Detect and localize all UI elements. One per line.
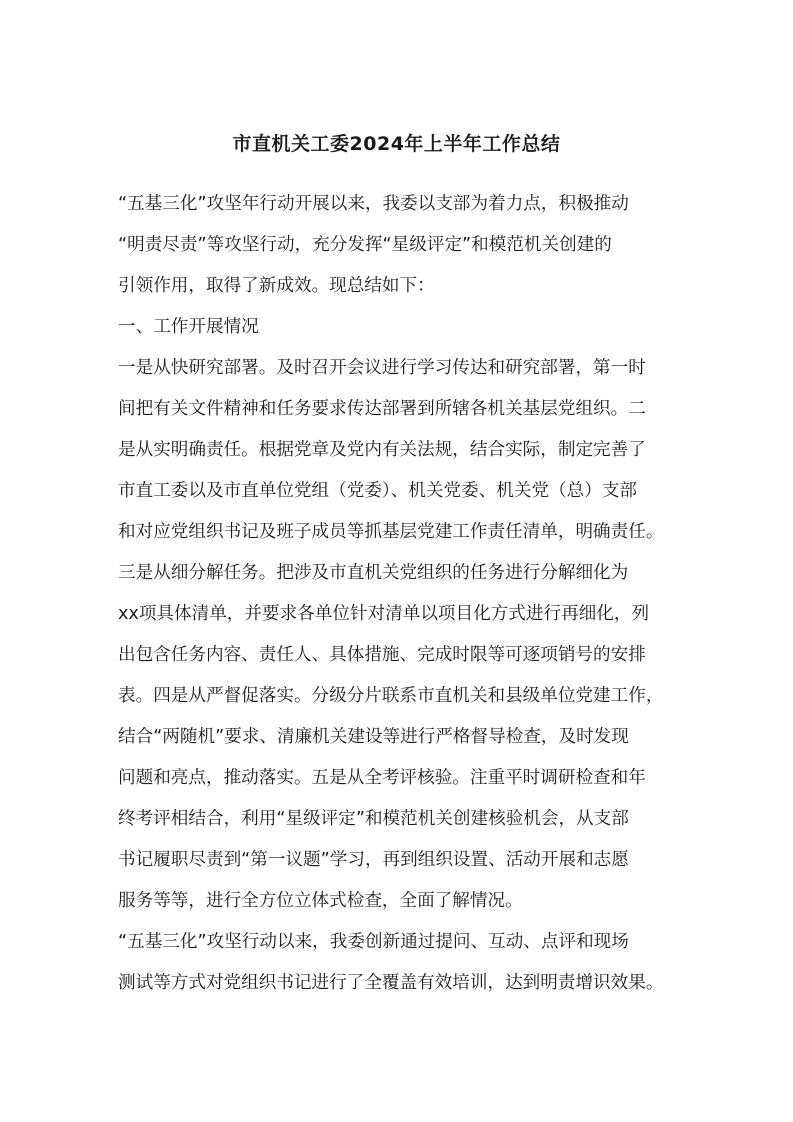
body-line: 测试等方式对党组织书记进行了全覆盖有效培训，达到明责增识效果。 [118,973,664,993]
section-heading: 一、工作开展情况 [118,317,259,337]
body-line: 间把有关文件精神和任务要求传达部署到所辖各机关基层党组织。二 [118,399,646,419]
body-line: 三是从细分解任务。把涉及市直机关党组织的任务进行分解细化为 [118,563,629,583]
body-line: xx项具体清单，并要求各单位针对清单以项目化方式进行再细化，列 [118,604,650,624]
body-line: “五基三化”攻坚行动以来，我委创新通过提问、互动、点评和现场 [118,932,629,952]
body-line: 书记履职尽责到“第一议题”学习，再到组织设置、活动开展和志愿 [118,850,629,870]
body-line: 市直工委以及市直单位党组（党委）、机关党委、机关党（总）支部 [118,481,638,501]
body-line: 问题和亮点，推动落实。五是从全考评核验。注重平时调研检查和年 [118,768,646,788]
body-line: 结合“两随机”要求、清廉机关建设等进行严格督导检查，及时发现 [118,727,629,747]
body-line: 终考评相结合，利用“星级评定”和模范机关创建核验机会，从支部 [118,809,629,829]
body-line: 出包含任务内容、责任人、具体措施、完成时限等可逐项销号的安排 [118,645,646,665]
body-line: 一是从快研究部署。及时召开会议进行学习传达和研究部署，第一时 [118,358,646,378]
body-line: “五基三化”攻坚年行动开展以来，我委以支部为着力点，积极推动 [118,194,629,214]
body-line: 是从实明确责任。根据党章及党内有关法规，结合实际，制定完善了 [118,440,646,460]
body-line: 引领作用，取得了新成效。现总结如下： [118,276,435,296]
body-line: “明责尽责”等攻坚行动，充分发挥“星级评定”和模范机关创建的 [118,235,612,255]
document-title: 市直机关工委2024年上半年工作总结 [232,133,561,155]
body-line: 和对应党组织书记及班子成员等抓基层党建工作责任清单，明确责任。 [118,522,664,542]
body-line: 服务等等，进行全方位立体式检查，全面了解情况。 [118,891,523,911]
body-line: 表。四是从严督促落实。分级分片联系市直机关和县级单位党建工作， [118,686,664,706]
document-body [118,184,684,1004]
